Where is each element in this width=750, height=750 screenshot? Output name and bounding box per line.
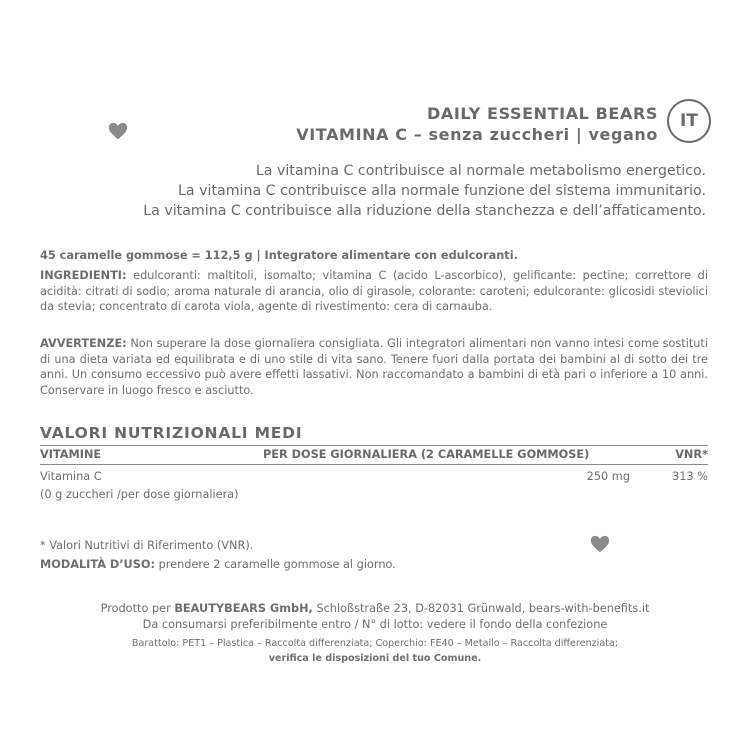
pack-line-text: 45 caramelle gommose = 112,5 g | Integratore alimentare con edulcoranti. [40, 249, 518, 262]
ingredients-section [40, 268, 708, 315]
nutrition-rule [40, 445, 708, 446]
producer-prefix: Prodotto per [100, 602, 175, 615]
usage-label: MODALITÀ D’USO: [40, 558, 155, 571]
nutrient-name: Vitamina C [40, 470, 102, 483]
product-header [296, 103, 658, 145]
warnings-text: Non superare la dose giornaliera consigliata. Gli integratori alimentari non vanno intesi come sostituti di una dieta variata ed equilibrata e di uno stile di vita sano. Tenere fuori dalla portata dei bambini al di sotto dei tre anni. Un consumo eccessivo può avere effetti lassativi. Non raccomandato a bambini di età pari o inferiore a 10 anni. Conservare in luogo fresco e asciutto. [40, 337, 708, 397]
nutrient-amount: 250 mg [586, 470, 630, 483]
producer-address: Schloßstraße 23, D-82031 Grünwald, bears-with-benefits.it [312, 602, 650, 615]
warnings-label: AVVERTENZE: [40, 337, 127, 350]
header-vitamins: VITAMINE [40, 448, 102, 461]
health-claims [143, 161, 706, 221]
heart-icon [107, 120, 129, 142]
nutrition-note: (0 g zuccheri /per dose giornaliera) [40, 488, 239, 501]
product-name: DAILY ESSENTIAL BEARS [426, 104, 658, 123]
claim-line: La vitamina C contribuisce alla riduzione della stanchezza e dell’affaticamento. [143, 203, 706, 219]
nutrition-title: VALORI NUTRIZIONALI MEDI [40, 424, 303, 442]
ingredients-text: edulcoranti: maltitoli, isomalto; vitamina C (acido L-ascorbico), gelificante: pectine; correttore di acidità: citrati di sodio; aroma naturale di arancia, olio di girasole, colorante: caroteni; edulcorante: glicosidi steviolici da stevia; concentrato di carota viola, agente di rivestimento: cera di carnauba. [40, 269, 708, 313]
producer-line [0, 602, 750, 615]
producer-name: BEAUTYBEARS GmbH, [174, 602, 313, 615]
ingredients-label: INGREDIENTI: [40, 269, 127, 282]
pack-description [40, 248, 708, 264]
table-row [40, 470, 708, 486]
usage-section [40, 558, 396, 571]
nutrition-note-row [40, 488, 708, 504]
claim-line: La vitamina C contribuisce alla normale funzione del sistema immunitario. [178, 183, 706, 199]
packaging-line: Barattolo: PET1 – Plastica – Raccolta differenziata; Coperchio: FE40 – Metallo – Raccolta differenziata; [131, 638, 619, 649]
best-before-line: Da consumarsi preferibilmente entro / N° di lotto: vedere il fondo della confezione [142, 618, 608, 631]
nutrition-header-row [40, 448, 708, 464]
vnr-footnote: * Valori Nutritivi di Riferimento (VNR). [40, 539, 254, 552]
usage-text: prendere 2 caramelle gommose al giorno. [154, 558, 396, 571]
nutrition-rule [40, 464, 708, 465]
language-badge: IT [667, 99, 711, 143]
heart-icon [589, 533, 611, 555]
header-daily-dose: PER DOSE GIORNALIERA (2 CARAMELLE GOMMOSE) [263, 448, 590, 461]
warnings-section [40, 336, 708, 398]
header-vnr: VNR* [675, 448, 708, 461]
claim-line: La vitamina C contribuisce al normale metabolismo energetico. [255, 163, 706, 179]
recycling-note: verifica le disposizioni del tuo Comune. [268, 653, 482, 664]
nutrient-vnr: 313 % [672, 470, 708, 483]
product-subtitle: VITAMINA C – senza zuccheri | vegano [296, 125, 658, 144]
